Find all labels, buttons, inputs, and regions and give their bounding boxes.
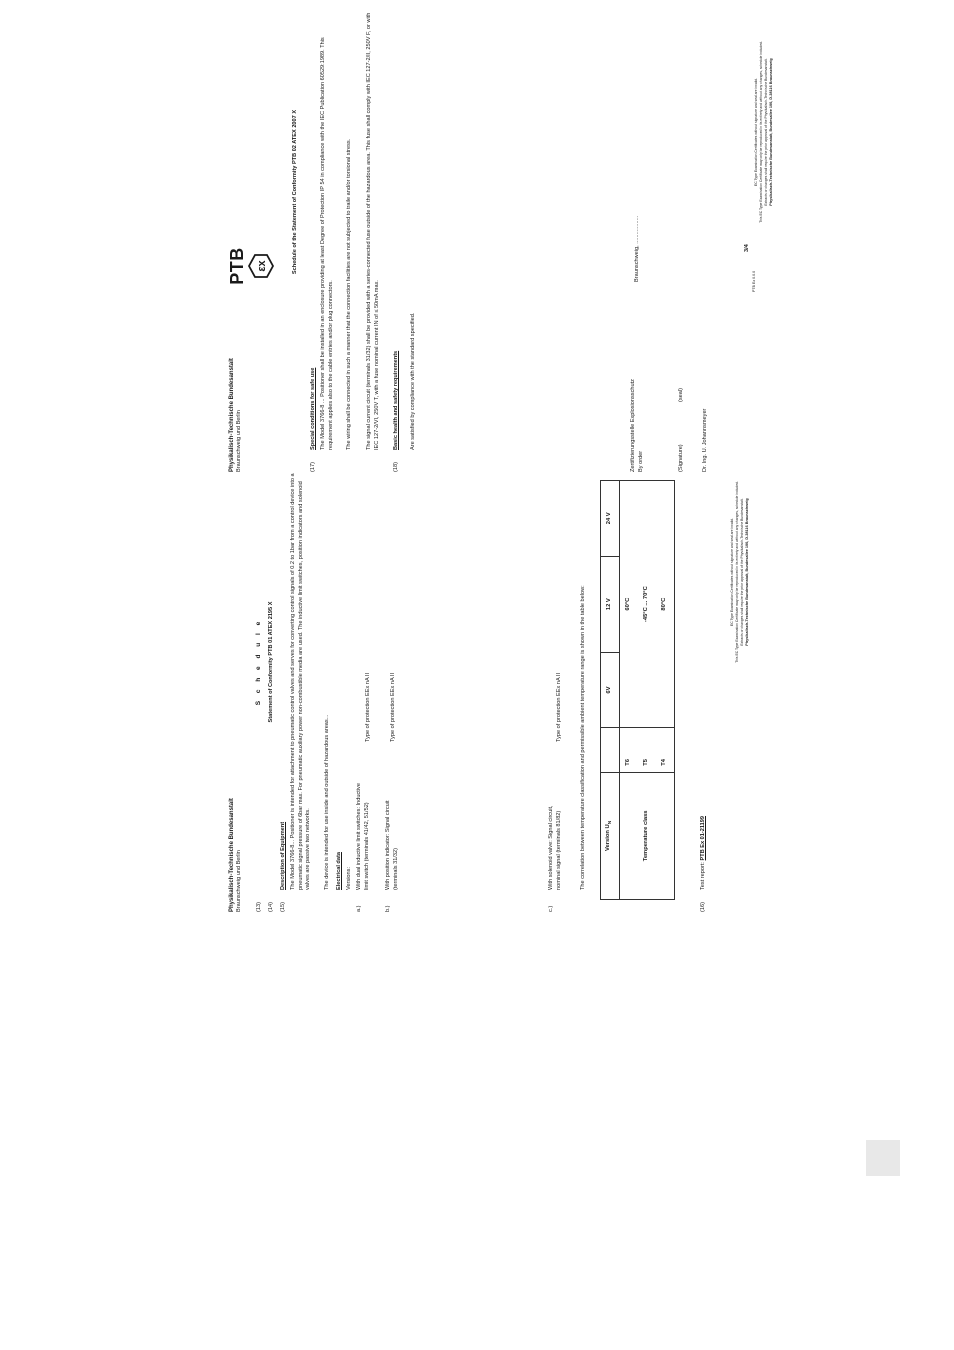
row-temperature-class: Temperature class [620,772,675,899]
description-heading: Description of Equipment [280,821,286,890]
item-18-number: (18) [393,462,399,472]
page-4-continued [410,0,590,472]
schedule-title: S c h e d u l e [255,618,262,706]
org-header [228,798,244,912]
device-text: The device is intended for use inside and outside of hazardous areas... [324,714,330,890]
electrical-data-heading: Electrical data [336,852,342,890]
org-name: Physikalisch-Technische Bundesanstalt [229,798,235,912]
footer-line-1: EC Type Examination Certificates without signature and seal are invalid. [754,77,758,187]
special-conditions-heading: Special conditions for safe use [310,367,316,450]
signer-name: Dr. Ing. U. Johannsmeyer [702,408,708,472]
page-number: 3/4 [744,244,750,252]
signature-label: (Signature) [678,444,684,472]
footer-line-2: This EC Type Examination Certificate may only be reproduced in its entirety and without any changes, schedule included. [735,481,740,663]
org-header [228,358,244,472]
special-conditions-text-2: The wiring shall be connected in such a manner that the connection facilities are not subjected to traile and/or torsional stress. [346,138,352,450]
item-13-number: (13) [256,902,262,912]
value-t6: 60°C [620,481,639,728]
class-t6: T6 [620,728,639,772]
header-12v: 12 V [601,556,620,652]
table-row [620,481,639,900]
version-c-text: With solenoid valve: Signal circuit, nominal signal (terminals 81/82) [548,805,562,890]
basic-requirements-heading: Basic health and safety requirements [393,350,399,450]
org-location: Braunschweig und Berlin [236,410,243,472]
ptb-logo-text: PTB [227,247,247,285]
version-c-protection: Type of protection EEx nA II [556,672,562,742]
version-b-label: b.) [385,905,391,912]
class-t5: T5 [638,728,656,772]
item-14-number: (14) [268,902,274,912]
org-name: Physikalisch-Technische Bundesanstalt [229,358,235,472]
header-version: Version $U_N$ [601,772,620,899]
basic-requirements-text: Are satisfied by compliance with the standard specified. [410,312,416,450]
version-a-label: a.) [356,905,362,912]
description-text: The Model 3766-8... Positioner is intended for attachment to pneumatic control valves and serves for converting control signals of 0.2 to 1bar from a control device into a pneumatic signal pressure of 6bar max. For pneumatic auxiliary power non-combustible media are used. The inductive limit switches, position indicators and solenoid valves are passive two networks. [290,473,312,890]
footer-line-2: This EC Type Examination Certificate may only be reproduced in its entirety and without any changes, schedule included. [759,41,764,223]
correlation-text: The correlation between temperature classification and permissible ambient temperature range is shown in the table below: [580,585,586,890]
by-order: By order [638,450,644,472]
seal-label: (seal) [678,388,684,402]
scan-artifact-square [866,1140,900,1176]
table-header-row [601,481,620,900]
version-b-text: With position indicator: Signal circuit (terminals 31/32) [385,800,399,890]
value-t5: -45°C ... 70°C [638,481,656,728]
test-report-value: PTB Ex 01-21199 [700,815,706,861]
version-b-protection: Type of protection EEx nA II [390,672,396,742]
footer-ref: PTB Ex 0.0.0 [752,270,756,292]
version-a-protection: Type of protection EEx nA II [365,672,371,742]
svg-text:εx: εx [256,260,268,272]
class-t4: T4 [656,728,675,772]
special-conditions-text-1: The Model 3766-8 ... Positioner shall be installed in an enclosure providing at least Degree of Protection IP 54 in compliance with the IEC Publication 60529:1989. This requirement applies also to the cable entries and/or plug connectors. [320,37,334,450]
place-date: Braunschweig, .................. [634,215,640,282]
page-4-footer-area [742,0,922,472]
footer-line-1: EC Type Examination Certificates without signature and seal are invalid. [730,517,734,627]
temperature-class-table [600,480,675,900]
item-17-number: (17) [310,462,316,472]
page-4 [228,0,408,472]
org-location: Braunschweig und Berlin [236,850,243,912]
special-conditions-text-3: The signal current circuit (terminals 31/32) shall be provided with a series-connected fuse outside of the hazardous area. This fuse shall comply with IEC 127-2/II, 250V F, or with IEC 127-2/VI, 250V T, with a fuse nominal current IN of ≤ 50mA max. [366,12,380,450]
certification-body: Zertifizierungsstelle Explosionsschutz [630,379,636,472]
versions-label: Versions: [346,866,352,890]
footer-line-3: Extracts or changes shall require the prior approval of the Physikalisch-Technische Bundesanstalt. [740,498,745,646]
test-report [700,816,708,890]
footer-line-3: Extracts or changes shall require the prior approval of the Physikalisch-Technische Bundesanstalt. [764,58,769,206]
header-6v: 6V [601,652,620,728]
page-footer [754,0,775,412]
schedule-title: Schedule of the Statement of Conformity PTB 02 ATEX 2007 X [292,109,298,275]
statement-title: Statement of Conformity PTB 01 ATEX 2195 X [268,601,274,723]
footer-address: Physikalisch-Technische Bundesanstalt, Bundesallee 100, D-38116 Braunschweig [745,498,750,646]
footer-address: Physikalisch-Technische Bundesanstalt, Bundesallee 100, D-38116 Braunschweig [769,58,774,206]
version-a-text: With dual inductive limit switches: Inductive limit switch (terminals 41/42, 51/52) [356,783,370,890]
header-24v: 24 V [601,481,620,557]
value-t4: 80°C [656,481,675,728]
item-16-number: (16) [700,902,706,912]
version-c-label: c.) [548,905,554,912]
test-report-label: Test report: [700,862,706,890]
item-15-number: (15) [280,902,286,912]
